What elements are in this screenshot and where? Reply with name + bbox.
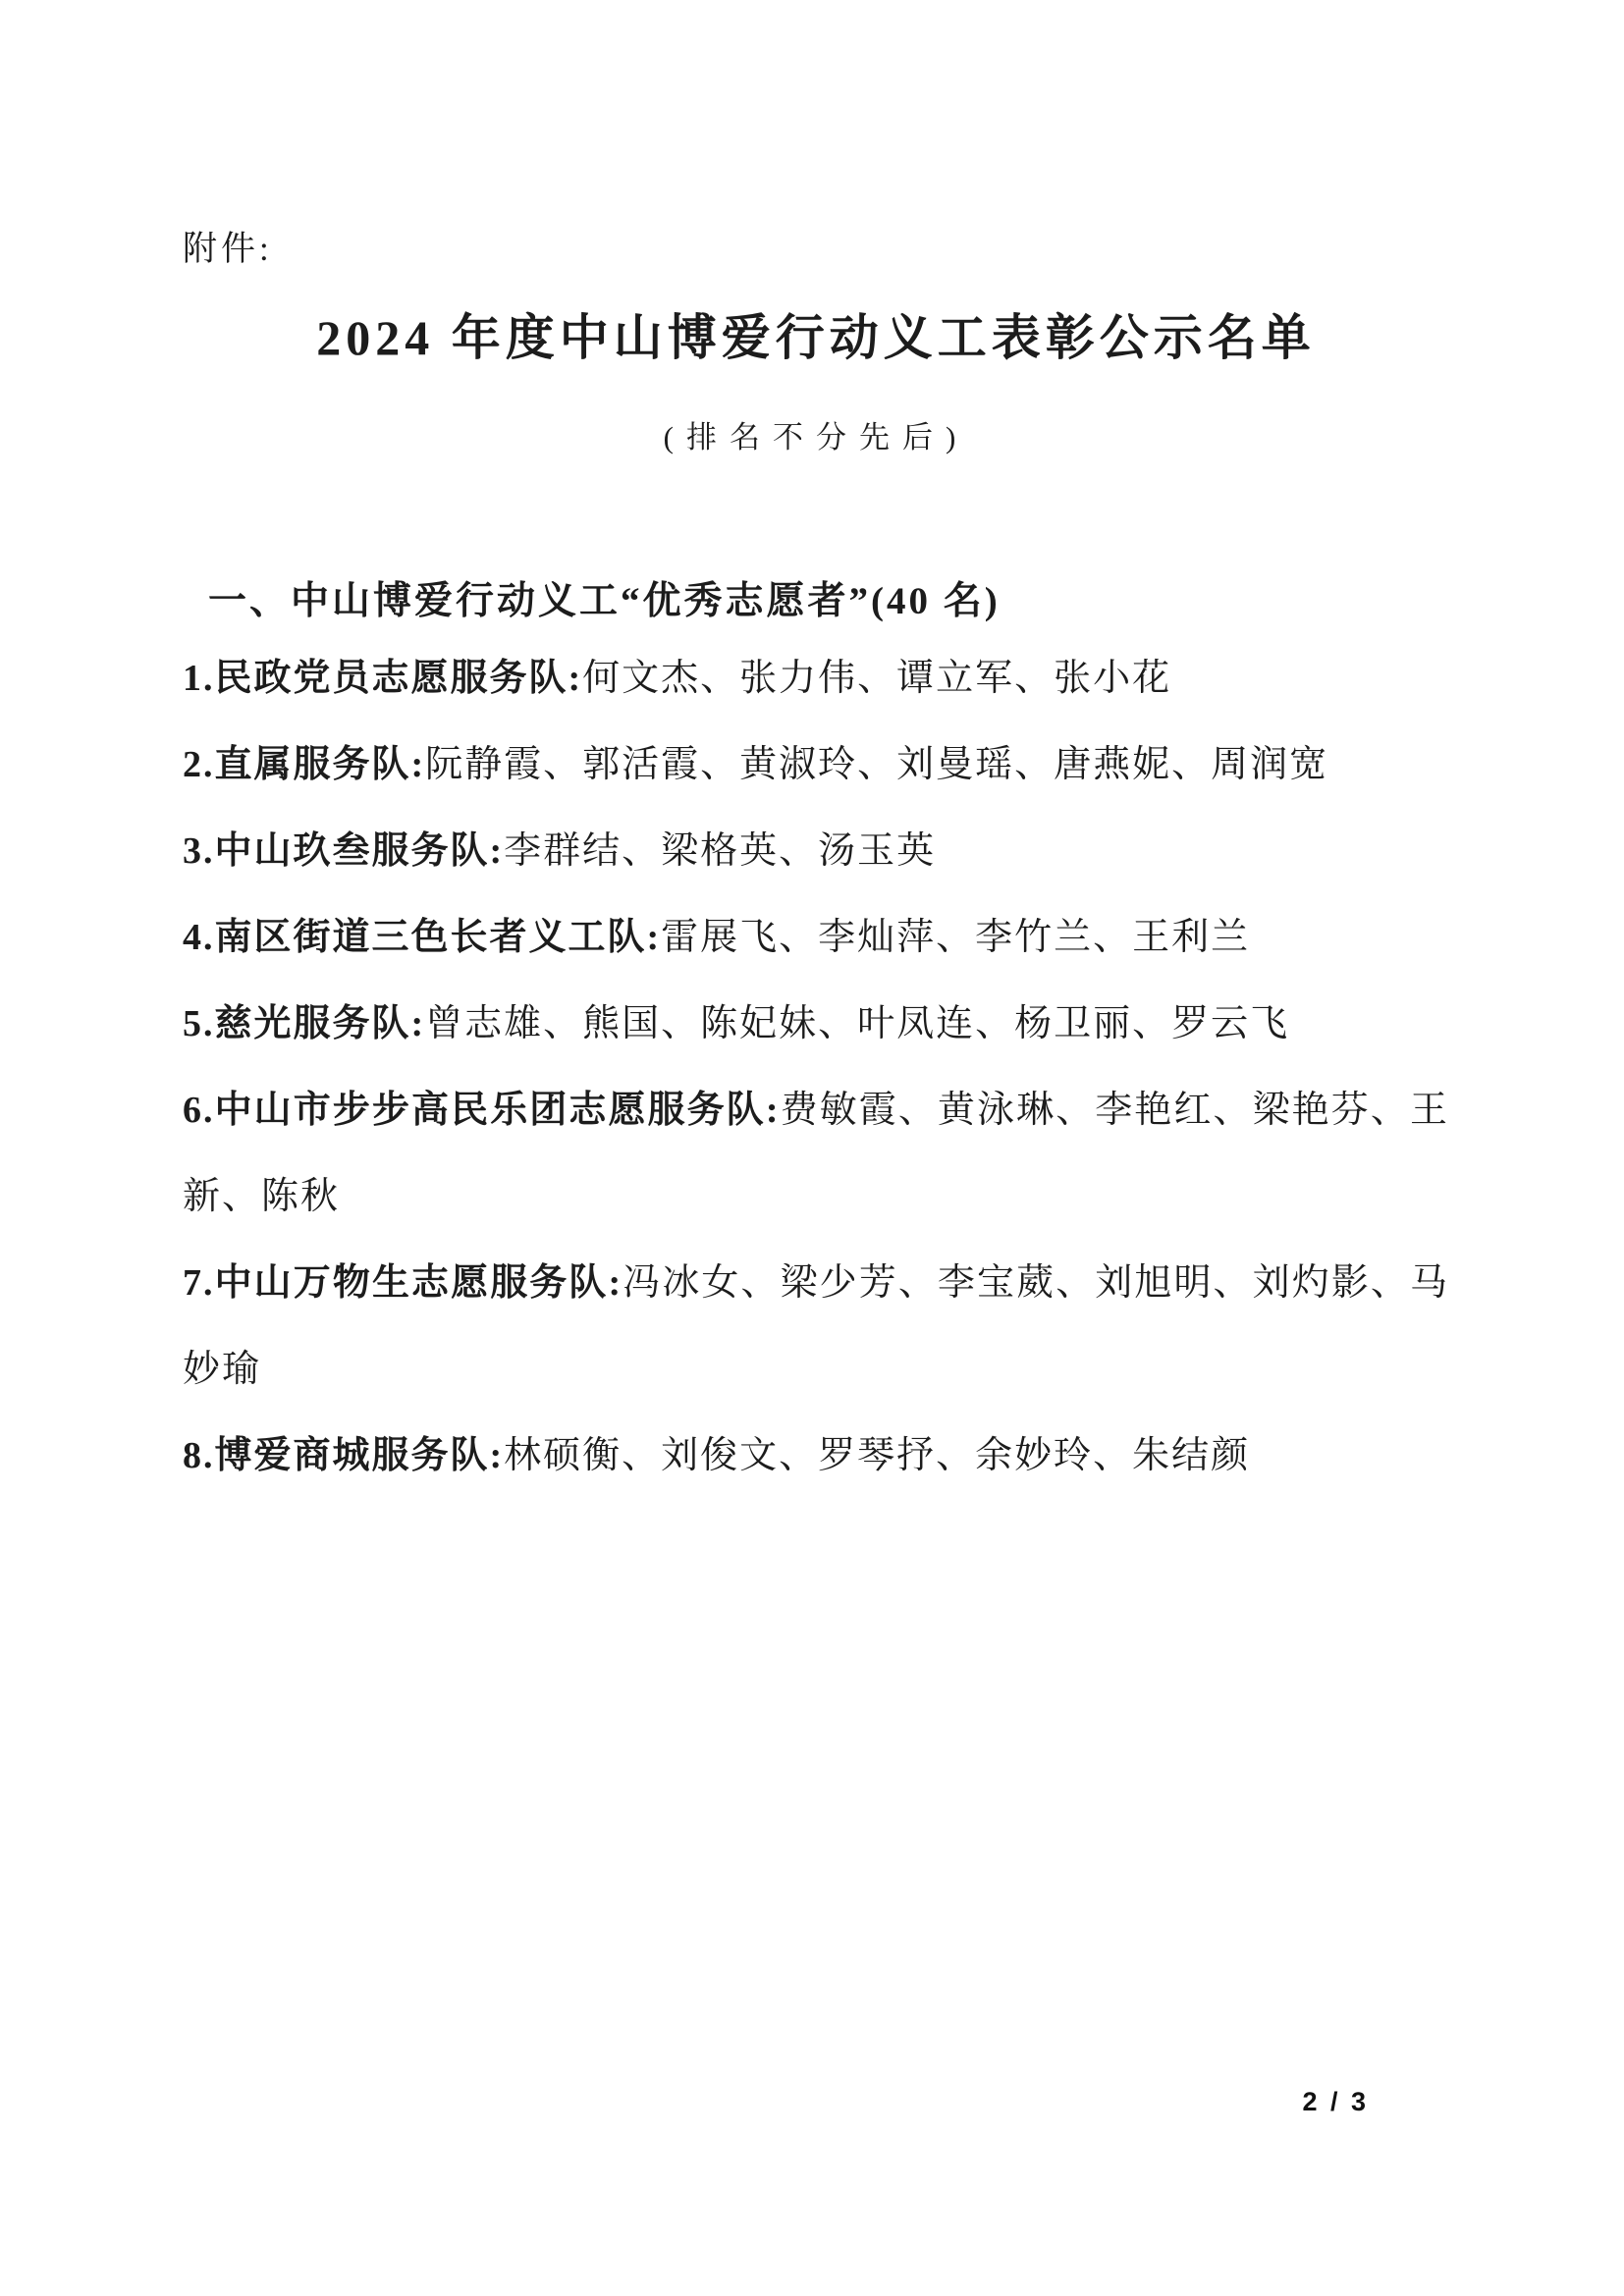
list-item <box>183 1067 1449 1240</box>
list-item <box>183 1240 1449 1413</box>
team-names: 费敏霞、黄泳琳、李艳红、梁艳芬、王新、陈秋 <box>183 1090 1449 1217</box>
team-label: 8.博爱商城服务队: <box>183 1435 505 1476</box>
list-item <box>183 635 1449 721</box>
document-content <box>183 0 1449 1499</box>
document-title: 2024 年度中山博爱行动义工表彰公示名单 <box>316 310 1316 365</box>
list-item <box>183 808 1449 894</box>
section-heading: 一、中山博爱行动义工“优秀志愿者”(40 名) <box>208 580 1001 622</box>
team-names: 冯冰女、梁少芳、李宝葳、刘旭明、刘灼影、马妙瑜 <box>183 1262 1449 1390</box>
list-item <box>183 1413 1449 1499</box>
list-item <box>183 981 1449 1067</box>
team-label: 7.中山万物生志愿服务队: <box>183 1262 623 1304</box>
list-item <box>183 894 1449 981</box>
team-label: 4.南区街道三色长者义工队: <box>183 917 662 958</box>
page-number: 2 / 3 <box>1302 2087 1369 2116</box>
team-label: 3.中山玖叁服务队: <box>183 830 505 872</box>
team-label: 1.民政党员志愿服务队: <box>183 658 583 699</box>
team-label: 5.慈光服务队: <box>183 1003 426 1044</box>
team-names: 阮静霞、郭活霞、黄淑玲、刘曼瑶、唐燕妮、周润宽 <box>425 744 1329 785</box>
team-names: 李群结、梁格英、汤玉英 <box>504 830 937 872</box>
document-subtitle: (排名不分先后) <box>663 420 969 454</box>
attachment-label: 附件: <box>183 230 273 268</box>
team-names: 曾志雄、熊国、陈妃妹、叶凤连、杨卫丽、罗云飞 <box>425 1003 1290 1044</box>
team-label: 6.中山市步步高民乐团志愿服务队: <box>183 1090 781 1131</box>
team-names: 雷展飞、李灿萍、李竹兰、王利兰 <box>661 917 1251 958</box>
list-item <box>183 721 1449 808</box>
award-list <box>183 635 1449 1499</box>
team-names: 何文杰、张力伟、谭立军、张小花 <box>582 658 1172 699</box>
team-names: 林硕衡、刘俊文、罗琴抒、余妙玲、朱结颜 <box>504 1435 1251 1476</box>
team-label: 2.直属服务队: <box>183 744 426 785</box>
